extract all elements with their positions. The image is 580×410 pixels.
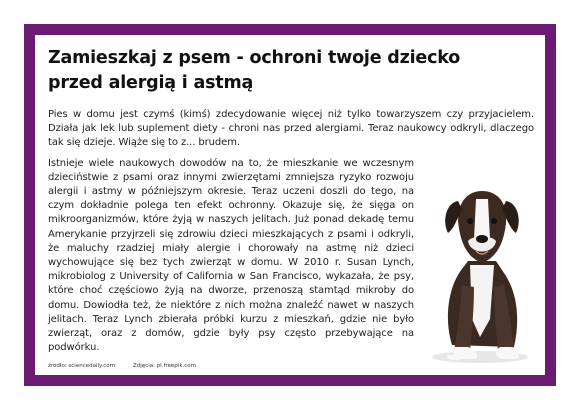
main-paragraph: Istnieje wiele naukowych dowodów na to, że mieszkanie we wczesnym dzieciństwie z psami oraz innymi zwierzętami zmniejsza ryzyko rozwoju alergii i astmy w późniejszym okresie. Teraz uczeni doszli do tego, na czym dokładnie polega ten efekt ochronny. Okazuje się, że sięga on mikroorganizmów, które żyją w naszych jelitach. Już ponad dekadę temu Amerykanie przyjrzeli się zdrowiu dzieci mieszkających z psami i odkryli, że maluchy rzadziej miały alergie i chorowały na astmę niż dzieci wychowujące się bez tych zwierząt w domu. W 2010 r. Susan Lynch, mikrobiolog z University of California w San Francisco, wykazała, że psy, które choć częściowo żyją na dworze, przenoszą stamtąd mikroby do domu. Dowiodła też, że niektóre z nich można znaleźć nawet w naszych jelitach. Teraz Lynch zbierała próbki kurzu z mieszkań, gdzie nie było zwierząt, oraz z domów, gdzie były psy często przebywające na podwórku. (48, 157, 414, 354)
intro-paragraph: Pies w domu jest czymś (kimś) zdecydowanie więcej niż tylko towarzyszem czy przyjacielem. Działa jak lek lub suplement diety - chroni nas przed alergiami. Teraz naukowcy odkryli, dlaczego tak się dzieje. Wiąże się to z... brudem. (48, 109, 534, 149)
document-content (48, 46, 534, 369)
photo-credit: Zdjęcia: pl.freepik.com (133, 363, 197, 369)
document-title: Zamieszkaj z psem - ochroni twoje dziecko przed alergią i astmą (48, 48, 461, 93)
document-frame (24, 24, 556, 386)
footer-credits (48, 363, 196, 369)
puppy-photo (418, 169, 538, 365)
source-label: źródło: sciencedaily.com (48, 363, 115, 369)
